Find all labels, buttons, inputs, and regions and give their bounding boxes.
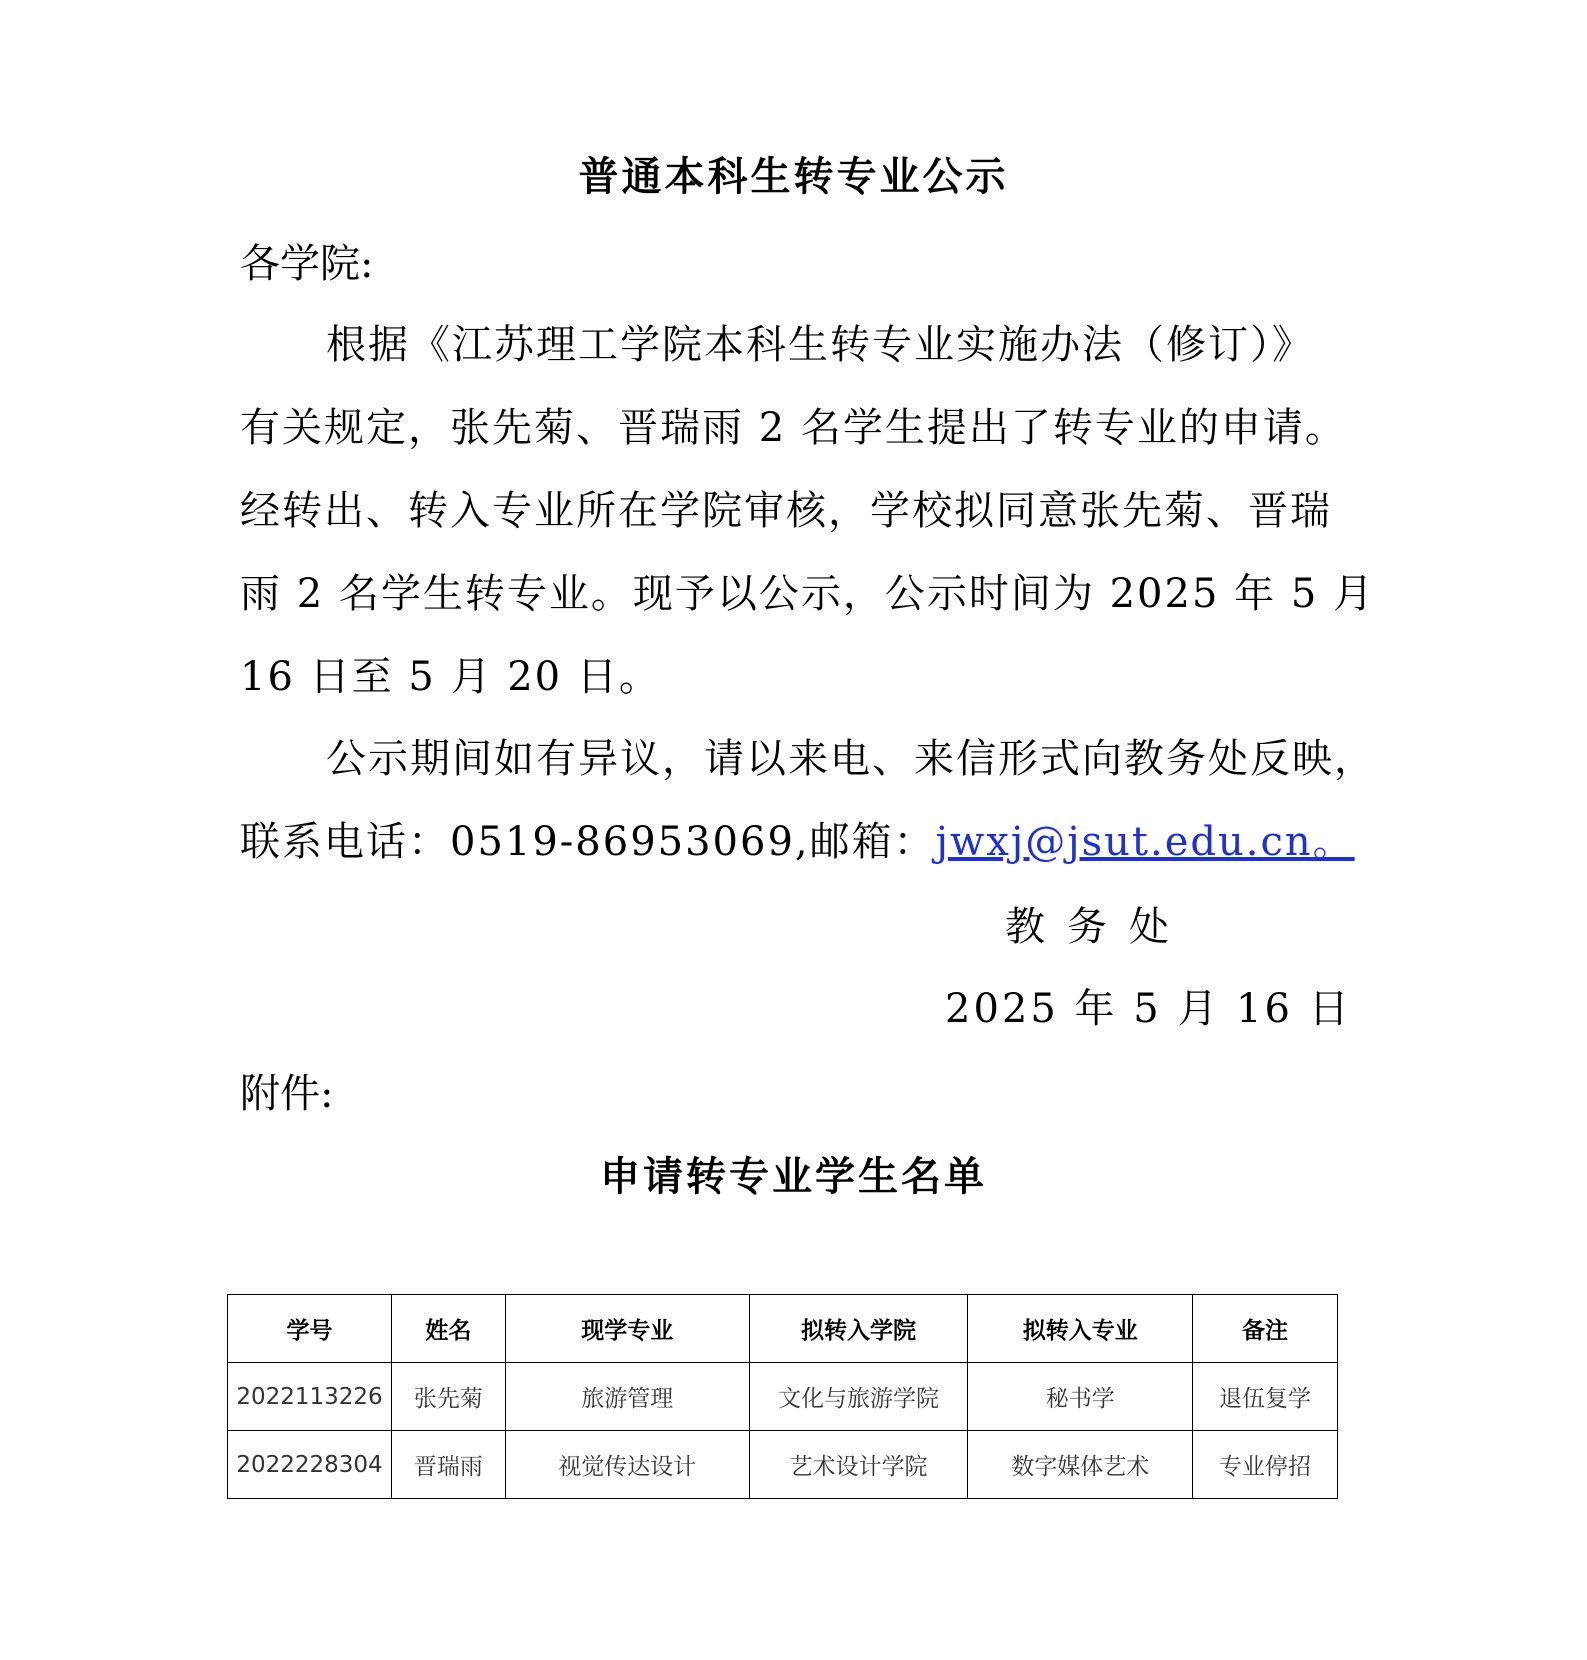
- header-remarks: 备注: [1193, 1295, 1338, 1363]
- cell-name: 晋瑞雨: [391, 1431, 505, 1499]
- contact-line: [240, 810, 1355, 867]
- header-target-major: 拟转入专业: [968, 1295, 1193, 1363]
- attachment-label: 附件:: [240, 1071, 334, 1117]
- notice-title: 普通本科生转专业公示: [578, 153, 1009, 200]
- student-roster-table: [227, 1294, 1338, 1499]
- cell-student-id: 2022228304: [228, 1431, 392, 1499]
- cell-target-major: 数字媒体艺术: [968, 1431, 1193, 1499]
- contact-prefix: 联系电话：0519-86953069,邮箱：: [240, 819, 936, 865]
- header-name: 姓名: [391, 1295, 505, 1363]
- header-target-college: 拟转入学院: [749, 1295, 968, 1363]
- cell-target-college: 文化与旅游学院: [749, 1363, 968, 1431]
- paragraph2-line-1: 公示期间如有异议，请以来电、来信形式向教务处反映，: [326, 736, 1376, 782]
- cell-remarks: 退伍复学: [1193, 1363, 1338, 1431]
- cell-current-major: 视觉传达设计: [505, 1431, 749, 1499]
- notice-date: 2025 年 5 月 16 日: [945, 986, 1352, 1032]
- cell-remarks: 专业停招: [1193, 1431, 1338, 1499]
- paragraph1-line-3: 经转出、转入专业所在学院审核，学校拟同意张先菊、晋瑞: [240, 488, 1332, 534]
- roster-title: 申请转专业学生名单: [600, 1153, 987, 1200]
- email-link[interactable]: jwxj@jsut.edu.cn。: [935, 819, 1355, 865]
- paragraph1-line-4: 雨 2 名学生转专业。现予以公示，公示时间为 2025 年 5 月: [240, 571, 1375, 617]
- paragraph1-line-1: 根据《江苏理工学院本科生转专业实施办法（修订）》: [326, 322, 1314, 368]
- paragraph1-line-2: 有关规定，张先菊、晋瑞雨 2 名学生提出了转专业的申请。: [240, 405, 1347, 451]
- header-student-id: 学号: [228, 1295, 392, 1363]
- cell-current-major: 旅游管理: [505, 1363, 749, 1431]
- cell-target-major: 秘书学: [968, 1363, 1193, 1431]
- salutation: 各学院:: [240, 241, 374, 287]
- table-row: [228, 1431, 1338, 1499]
- header-current-major: 现学专业: [505, 1295, 749, 1363]
- cell-name: 张先菊: [391, 1363, 505, 1431]
- department-signature: 教务处: [1005, 904, 1191, 950]
- table-header-row: [228, 1295, 1338, 1363]
- cell-student-id: 2022113226: [228, 1363, 392, 1431]
- paragraph1-line-5: 16 日至 5 月 20 日。: [240, 654, 661, 700]
- cell-target-college: 艺术设计学院: [749, 1431, 968, 1499]
- table-row: [228, 1363, 1338, 1431]
